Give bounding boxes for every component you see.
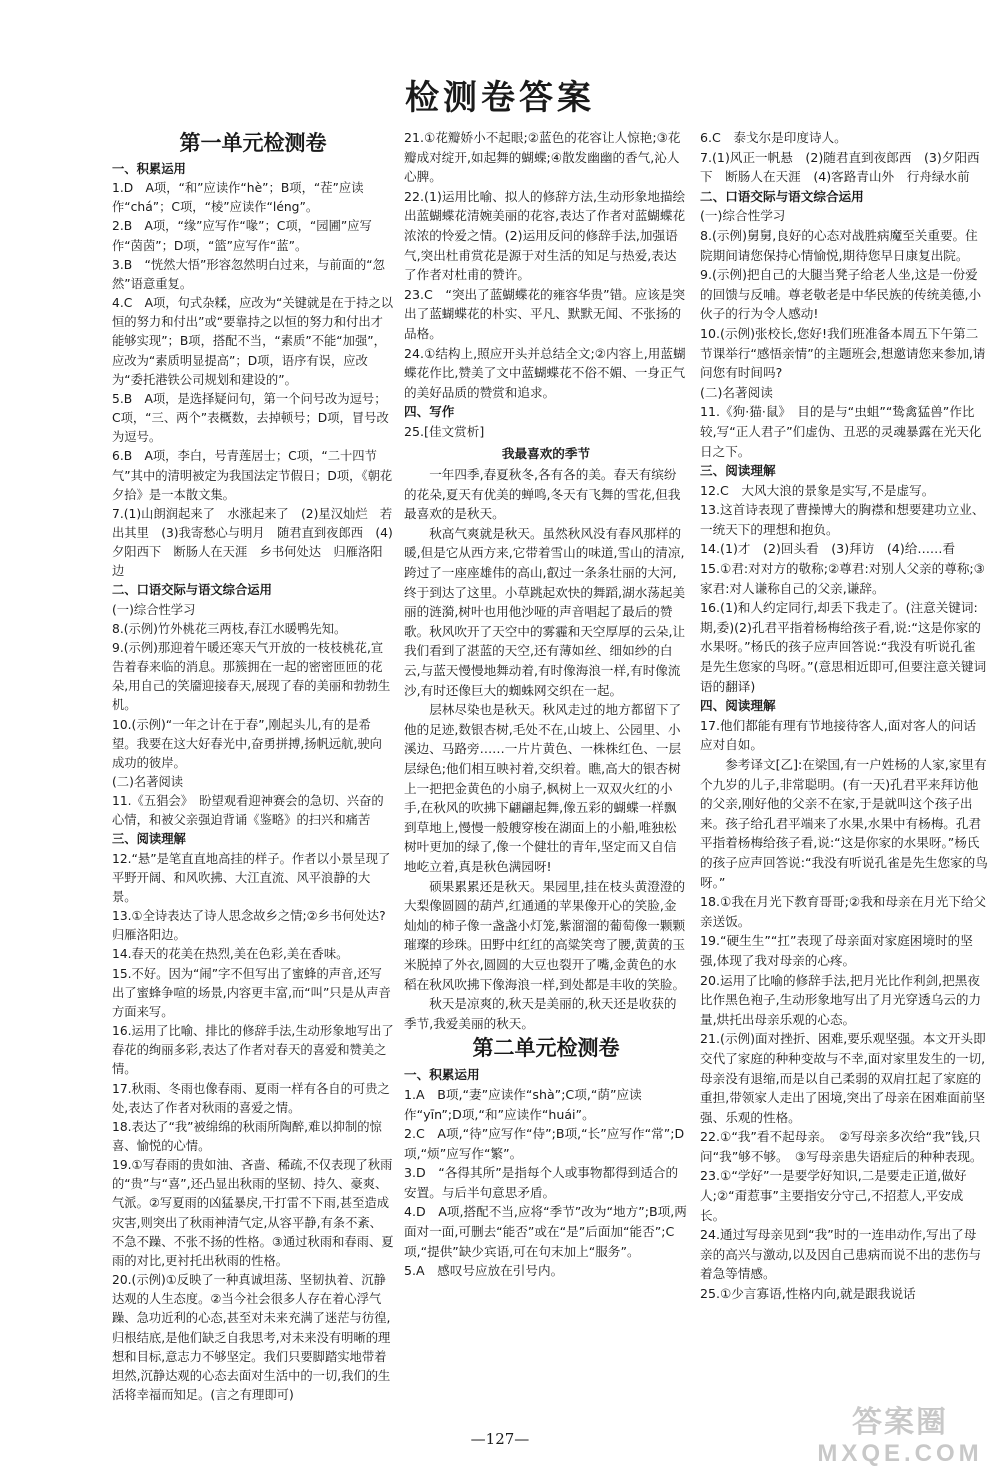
answer-item: 5.B A项，是选择疑问句，第一个问号改为逗号；C项，“三、两个”表概数，去掉顿号；D项，冒号改为逗号。 — [112, 391, 389, 445]
model-essay — [404, 465, 688, 1033]
unit-1-title: 第一单元检测卷 — [179, 131, 327, 155]
answer-item: 8.(示例)竹外桃花三两枝,春江水暖鸭先知。 — [112, 621, 347, 636]
answer-item: 15.①君:对对方的敬称;②尊君:对别人父亲的尊称;③家君:对人谦称自己的父亲,谦辞。 — [700, 561, 985, 596]
essay-paragraph: 一年四季,春夏秋冬,各有各的美。春天有缤纷的花朵,夏天有优美的蝉鸣,冬天有飞舞的雪花,但我最喜欢的是秋天。 — [404, 467, 681, 522]
answer-item: 18.①我在月光下教育哥哥;②我和母亲在月光下给父亲送饭。 — [700, 894, 987, 929]
answer-item: 14.春天的花美在热烈,美在色彩,美在香味。 — [112, 947, 349, 962]
answer-item: (一)综合性学习 — [112, 602, 196, 617]
answer-item: 22.(1)运用比喻、拟人的修辞方法,生动形象地描绘出蓝蝴蝶花清婉美丽的花容,表达了作者对蓝蝴蝶花浓浓的怜爱之情。(2)运用反问的修辞手法,加强语气,突出杜甫赏花是源于对生活的知足与热爱,表达了作者对杜甫的赞许。 — [404, 188, 686, 283]
answer-item: 25.①少言寡语,性格内向,就是跟我说话 — [700, 1286, 916, 1302]
section-heading: 三、阅读理解 — [700, 463, 776, 479]
page-title: 检测卷答案 — [405, 78, 595, 118]
page-number: —127— — [470, 1430, 530, 1448]
answer-item: 23.①“学好”一是要学好知识,二是要走正道,做好人;②“甭惹事”主要指安分守己,不招惹人,平安成长。 — [700, 1168, 967, 1223]
answer-item: 3.B “恍然大悟”形容忽然明白过来，与前面的“忽然”语意重复。 — [112, 257, 385, 291]
answer-item: 3.D “各得其所”是指每个人或事物都得到适合的安置。与后半句意思矛盾。 — [404, 1165, 679, 1200]
essay-paragraph: 秋高气爽就是秋天。虽然秋风没有春风那样的暖,但是它从西方来,它带着雪山的味道,雪山的清凉,跨过了一座座雄伟的高山,叡过一条条壮丽的大河,终于到达了这里。小草跳起欢快的舞蹈,湖水荡起美丽的涟漪,树叶也用他沙哑的声音唱起了最后的赞歌。秋风吹开了天空中的雾霾和天空厚厚的云朵,让我们看到了湛蓝的天空,还有薄如丝、细如纱的白云,与蓝天慢慢地舞动着,有时像海浪一样,有时像流沙,有时还像巨大的蜘蛛网交织在一起。 — [404, 525, 686, 698]
answer-item: 17.秋雨、冬雨也像春雨、夏雨一样有各自的可贵之处,表达了作者对秋雨的喜爱之情。 — [112, 1081, 390, 1115]
essay-paragraph: 硕果累累还是秋天。果园里,挂在枝头黄澄澄的大梨像圆圆的葫芦,红通通的苹果像开心的笑脸,金灿灿的柿子像一盏盏小灯笼,紫溜溜的葡萄像一颗颗璀璨的珍珠。田野中红红的高粱笑弯了腰,黄黄的玉米脱掉了外衣,圆圆的大豆也裂开了嘴,金黄色的水稻在秋风吹拂下像海浪一样,到处都是丰收的笑脸。 — [404, 878, 686, 992]
section-heading: 三、阅读理解 — [112, 832, 186, 847]
answer-item: 9.(示例)把自己的大腿当凳子给老人坐,这是一份爱的回馈与反哺。尊老敬老是中华民族的传统美德,小伙子的行为令人感动! — [700, 267, 982, 322]
answer-item: (二)名著阅读 — [700, 384, 773, 400]
unit-2-answers — [404, 1065, 688, 1281]
answer-item: 15.不好。因为“闹”字不但写出了蜜蜂的声音,还写出了蜜蜂争喧的场景,内容更丰富,而“叫”只是从声音方面来写。 — [112, 966, 391, 1019]
column-1 — [112, 128, 398, 1405]
answer-item: 4.D A项,搭配不当,应将“季节”改为“地方”;B项,两面对一面,可删去“能否”或在“是”后面加“能否”;C项,“提供”缺少宾语,可在句末加上“服务”。 — [404, 1204, 687, 1259]
answer-item: 2.B A项，“缘”应写作“喙”；C项，“园圃”应写作“茵茵”；D项，“篮”应写作“蓝”。 — [112, 219, 372, 253]
answer-item: 5.A 感叹号应放在引号内。 — [404, 1263, 564, 1279]
answer-item: 18.表达了“我”被绵绵的秋雨所陶醉,难以抑制的惊喜、愉悦的心情。 — [112, 1119, 382, 1153]
answer-item: 25.[佳文赏析] — [404, 423, 485, 439]
answer-item: 13.这首诗表现了曹操博大的胸襟和想要建功立业、一统天下的理想和抱负。 — [700, 502, 985, 537]
answer-item: 21.(示例)面对挫折、困难,要乐观坚强。本文开头即交代了家庭的种种变故与不幸,面对家里发生的一切,母亲没有退缩,而是以自己柔弱的双肩扛起了家庭的重担,带领家人走出了困境,突出了母亲在困难面前坚强、乐观的性格。 — [700, 1031, 986, 1125]
answer-item: 6.B A项，李白，号青莲居士；C项，“二十四节气”其中的清明被定为我国法定节假日；D项，《朝花夕拾》是一本散文集。 — [112, 449, 393, 502]
section-heading: 二、口语交际与语文综合运用 — [700, 188, 864, 204]
column-2-answers — [404, 128, 688, 442]
essay-paragraph: 秋天是凉爽的,秋天是美丽的,秋天还是收获的季节,我爱美丽的秋天。 — [404, 996, 677, 1031]
section-heading: 二、口语交际与语文综合运用 — [112, 583, 272, 598]
answer-item: 10.(示例)“一年之计在于春”,刚起头儿,有的是希望。我要在这大好春光中,奋勇拼搏,扬帆远航,驶向成功的彼岸。 — [112, 717, 382, 770]
answer-item: 4.C A项，句式杂糅，应改为“关键就是在于持之以恒的努力和付出”或“要靠持之以恒的努力和付出才能够实现”；B项，搭配不当，“素质”不能“加强”，应改为“素质明显提高”；D项，语序有误，应改为“委托港铁公司规划和建设的”。 — [112, 296, 394, 387]
answer-item: 20.运用了比喻的修辞手法,把月光比作利剑,把黑夜比作黑色袍子,生动形象地写出了月光穿透乌云的力量,烘托出母亲乐观的心态。 — [700, 972, 982, 1027]
answer-item: 10.(示例)张校长,您好!我们班准备本周五下午第二节课举行“感悟亲情”的主题班会,想邀请您来参加,请问您有时间吗? — [700, 325, 986, 381]
answer-item: 7.(1)风正一帆悬 (2)随君直到夜郎西 (3)夕阳西下 断肠人在天涯 (4)客路青山外 行舟绿水前 — [700, 149, 980, 185]
watermark-main-text: 答案圈 — [852, 1406, 948, 1439]
answer-item: 24.①结构上,照应开头并总结全文;②内容上,用蓝蝴蝶花作比,赞美了文中蓝蝴蝶花不俗不媚、一身正气的美好品质的赞赏和追求。 — [404, 345, 686, 400]
column-3 — [700, 128, 988, 1304]
answer-item: 2.C A项,“待”应写作“侍”;B项,“长”应写作“常”;D项,“烦”应写作“繁”。 — [404, 1126, 685, 1161]
answer-item: 19.①写春雨的贵如油、吝啬、稀疏,不仅表现了秋雨的“贵”与“喜”,还凸显出秋雨的坚韧、持久、豪爽、气派。②写夏雨的凶猛暴戾,干打雷不下雨,甚至造成灾害,则突出了秋雨神清气定,从容平静,有条不紊、不急不躁、不张不扬的性格。③通过秋雨和春雨、夏雨的对比,更衬托出秋雨的性格。 — [112, 1158, 394, 1268]
answer-item: 21.①花瓣娇小不起眼;②蓝色的花容让人惊艳;③花瓣成对绽开,如起舞的蝴蝶;④散发幽幽的香气,沁人心脾。 — [404, 130, 681, 185]
column-2 — [404, 128, 688, 1281]
answer-item: 24.通过写母亲见到“我”时的一连串动作,写出了母亲的高兴与激动,以及因自己患病而说不出的悲伤与着急等情感。 — [700, 1227, 982, 1282]
section-heading: 四、写作 — [404, 404, 455, 420]
essay-title: 我最喜欢的季节 — [501, 445, 591, 461]
section-heading: 四、阅读理解 — [700, 698, 776, 714]
answer-item: 9.(示例)那迎着午暖还寒天气开放的一枝枝桃花,宣告着春来临的消息。那簇拥在一起的密密匝匝的花朵,用自己的笑靥迎接春天,展现了春的美丽和勃勃生机。 — [112, 640, 391, 713]
watermark-logo — [810, 1405, 990, 1471]
answer-item: 14.(1)才 (2)回头看 (3)拜访 (4)给……看 — [700, 541, 956, 557]
answer-item: 12.“悬”是笔直直地高挂的样子。作者以小景呈现了平野开阔、和风吹拂、大江直流、风平浪静的大景。 — [112, 851, 391, 904]
answer-item: (二)名著阅读 — [112, 775, 184, 789]
answer-item: 1.D A项，“和”应读作“hè”；B项，“茬”应读作“chá”；C项，“棱”应读作“léng”。 — [112, 181, 364, 215]
answer-item: 13.①全诗表达了诗人思念故乡之情;②乡书何处达? 归雁洛阳边。 — [112, 909, 398, 943]
answer-item: 11.《五猖会》 盼望观看迎神赛会的急切、兴奋的心情，和被父亲强迫背诵《鉴略》的扫兴和痛苦 — [112, 794, 384, 828]
unit-2-title: 第二单元检测卷 — [472, 1036, 620, 1061]
column-3-answers — [700, 128, 988, 1304]
answer-item: 16.(1)和人约定同行,却丢下我走了。(注意关键词:期,委)(2)孔君平指着杨梅给孩子看,说:“这是你家的水果呀。”杨氏的孩子应声回答说:“我没有听说孔雀是先生您家的鸟呀。”(意思相近即可,但要注意关键词语的翻译) — [700, 600, 987, 694]
answer-item: 17.他们都能有理有节地接待客人,面对客人的问话应对自如。 — [700, 717, 976, 753]
section-heading: 一、积累运用 — [404, 1067, 480, 1083]
answer-item: 19.“硬生生”“扛”表现了母亲面对家庭困境时的坚强,体现了我对母亲的心疼。 — [700, 933, 973, 968]
answer-item: (一)综合性学习 — [700, 208, 786, 224]
answer-item: 23.C “突出了蓝蝴蝶花的雍容华贵”错。应该是突出了蓝蝴蝶花的朴实、平凡、默默无闻、不张扬的品格。 — [404, 286, 686, 341]
answer-item: 6.C 泰戈尔是印度诗人。 — [700, 130, 847, 145]
answer-item: 16.运用了比喻、排比的修辞手法,生动形象地写出了春花的绚丽多彩,表达了作者对春天的喜爱和赞美之情。 — [112, 1024, 394, 1077]
watermark-url-text: MXQE.COM — [817, 1440, 983, 1467]
essay-paragraph: 层林尽染也是秋天。秋风走过的地方都留下了他的足迹,数银杏树,毛处不在,山坡上、公园里、小溪边、马路旁……一片片黄色、一株株红色、一层层绿色;他们相互映衬着,交织着。瞧,高大的银杏树上一把把金黄色的小扇子,枫树上一双双火红的小手,在秋风的吹拂下翩翩起舞,像五彩的蝴蝶一样飘到草地上,慢慢一般艘穿梭在湖面上的小船,唯独松树叶更加的绿了,像一个健壮的青年,坚定而又自信地屹立着,真是秋色满园呀! — [404, 702, 682, 874]
answer-item: 11.《狗·猫·鼠》 目的是与“虫蛆”“鸷禽猛兽”作比较,写“正人君子”们虚伪、丑恶的灵魂暴露在光天化日之下。 — [700, 404, 982, 459]
answer-item: 20.(示例)①反映了一种真诚坦荡、坚韧执着、沉静达观的人生态度。②当今社会很多人存在着心浮气躁、急功近利的心态,甚至对未来充满了迷茫与彷徨,归根结底,是他们缺乏自我思考,对未来没有明晰的理想和目标,意志力不够坚定。我们只要脚踏实地带着坦然,沉静达观的心态去面对生活中的一切,我们的生活将幸福而知足。(言之有理即可) — [112, 1273, 391, 1402]
answer-item: 7.(1)山朗润起来了 水涨起来了 (2)星汉灿烂 若出其里 (3)我寄愁心与明月 随君直到夜郎西 (4)夕阳西下 断肠人在天涯 乡书何处达 归雁洛阳边 — [112, 506, 393, 579]
answer-item: 12.C 大风大浪的景象是实写,不是虚写。 — [700, 482, 935, 498]
answer-item: 22.①“我”看不起母亲。 ②写母亲多次给“我”钱,只问“我”够不够。 ③写母亲患失语症后的种种表现。 — [700, 1129, 983, 1164]
column-1-answers — [112, 160, 398, 1405]
reference-translation: 参考译文[乙]:在梁国,有一户姓杨的人家,家里有个九岁的儿子,非常聪明。(有一天)孔君平来拜访他的父亲,刚好他的父亲不在家,于是就叫这个孩子出来。孩子给孔君平端来了水果,水果中有杨梅。孔君平指着杨梅给孩子看,说:“这是你家的水果呀。”杨氏的孩子应声回答说:“我没有听说孔雀是先生您家的鸟呀。” — [700, 757, 988, 890]
answer-item: 1.A B项,“妻”应读作“shà”;C项,“荫”应读作“yīn”;D项,“和”应读作“huái”。 — [404, 1086, 642, 1122]
section-heading: 一、积累运用 — [112, 162, 186, 176]
answer-item: 8.(示例)舅舅,良好的心态对战胜病魔至关重要。住院期间请您保持心情愉悦,期待您早日康复出院。 — [700, 227, 978, 263]
